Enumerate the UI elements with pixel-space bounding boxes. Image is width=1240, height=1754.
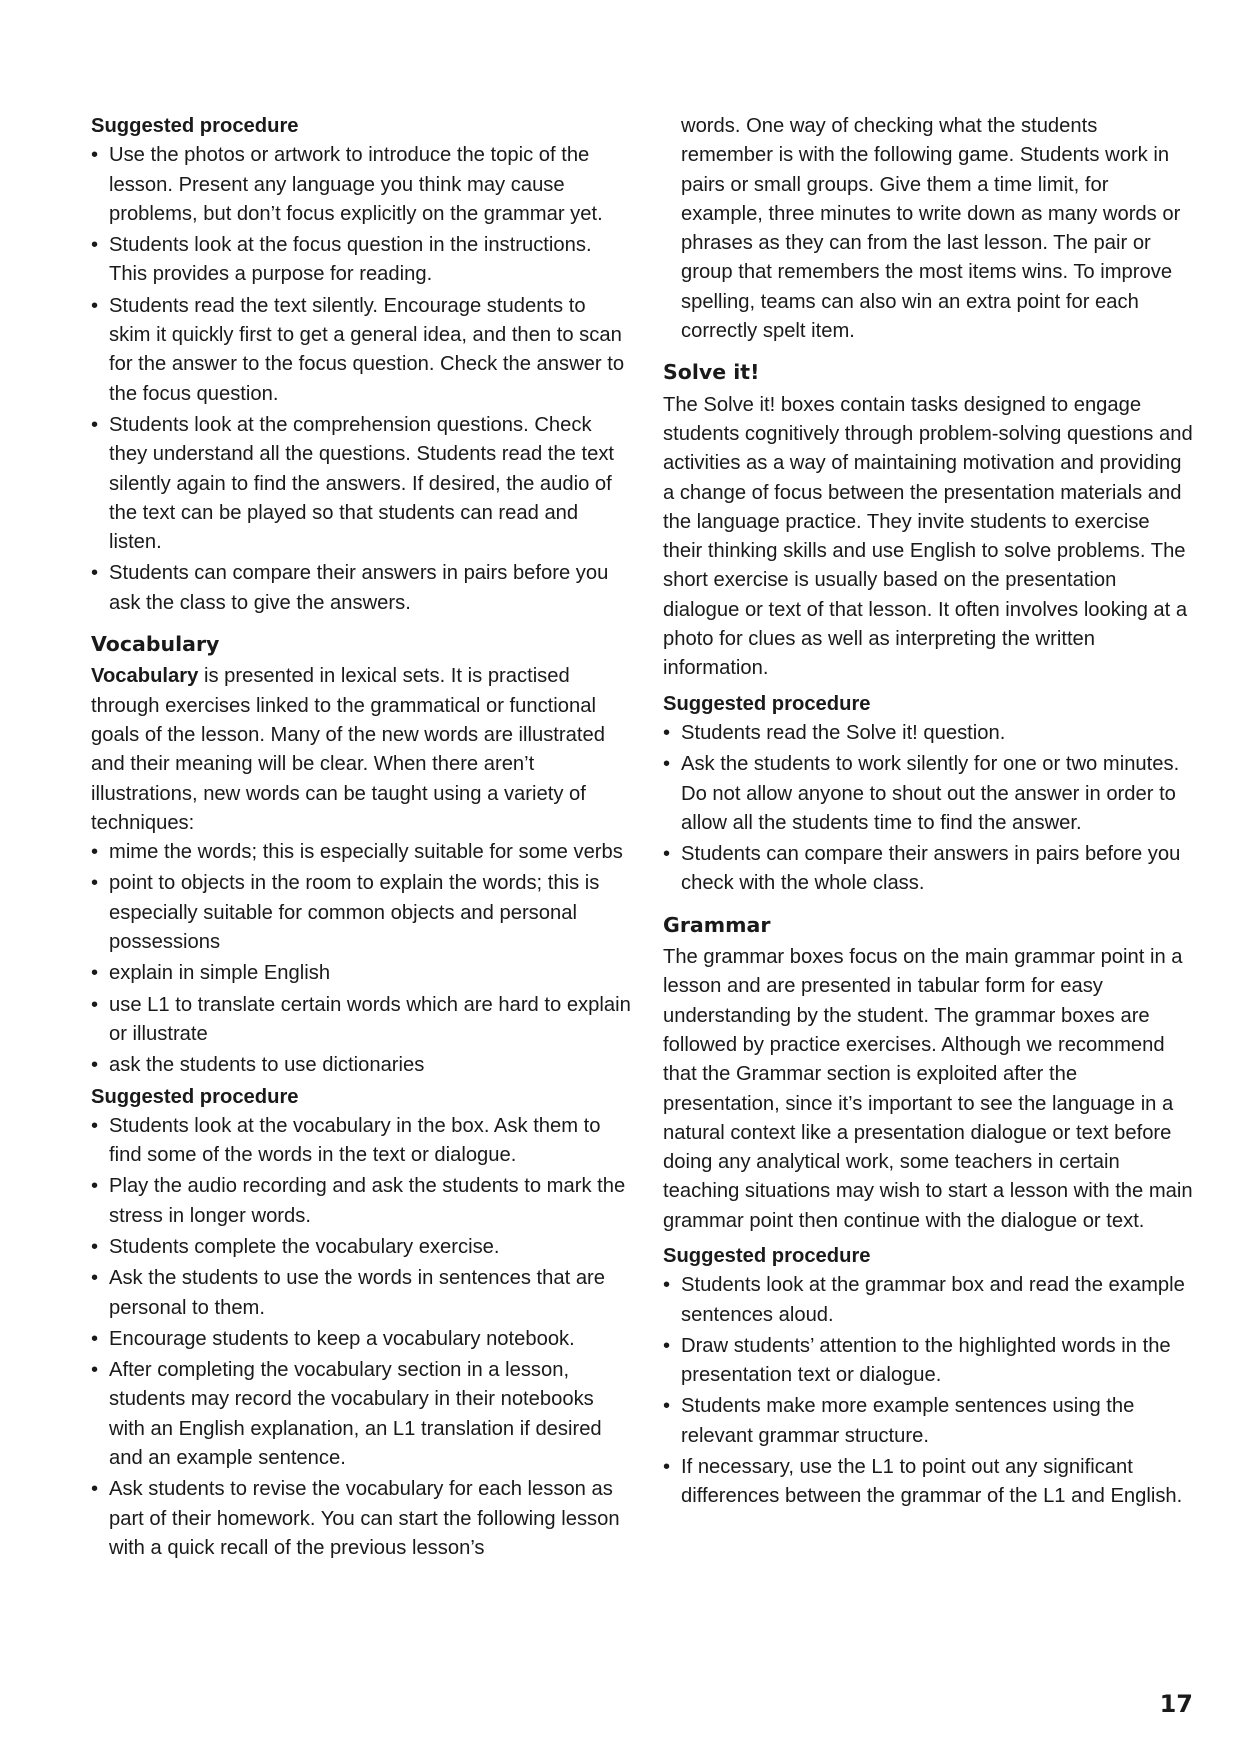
list-item: • ask the students to use dictionaries (91, 1051, 631, 1080)
list-item: • Play the audio recording and ask the students to mark the stress in longer words. (91, 1172, 631, 1231)
list-item: • Students can compare their answers in pairs before you ask the class to give the answers. (91, 559, 631, 618)
vocab-procedure-subhead: Suggested procedure (91, 1085, 299, 1108)
list-item: • Students make more example sentences using the relevant grammar structure. (663, 1392, 1193, 1451)
vocabulary-text: is presented in lexical sets. It is practised through exercises linked to the grammatical or functional goals of the lesson. Many of the new words are illustrated and their meaning will be clear. When there aren’t illustrations, new words can be taught using a variety of techniques: (91, 665, 605, 834)
bullet-glyph: • (91, 872, 99, 895)
reading-procedure-list (91, 141, 631, 618)
solve-it-paragraph: The Solve it! boxes contain tasks designed to engage students cognitively through problem-solving questions and activities as a way of maintaining motivation and providing a change of focus between the presentation materials and the language practice. They invite students to exercise their thinking skills and use English to solve problems. The short exercise is usually based on the presentation dialogue or text of that lesson. It often involves looking at a photo for clues as well as interpreting the written information. (663, 393, 1193, 680)
continuation-paragraph: words. One way of checking what the students remember is with the following game. Students work in pairs or small groups. Give them a time limit, for example, three minutes to write down as many words or phrases as they can from the last lesson. The pair or group that remembers the most items wins. To improve spelling, teams can also win an extra point for each correctly spelt item. (681, 115, 1181, 343)
bullet-glyph: • (91, 413, 99, 436)
bullet-glyph: • (91, 1359, 99, 1382)
bullet-glyph: • (91, 993, 99, 1016)
list-item: • mime the words; this is especially suitable for some verbs (91, 838, 631, 867)
list-item: • explain in simple English (91, 959, 631, 988)
list-item: • Ask students to revise the vocabulary for each lesson as part of their homework. You can start the following lesson with a quick recall of the previous lesson’s (91, 1475, 631, 1563)
list-item: • point to objects in the room to explain the words; this is especially suitable for common objects and personal possessions (91, 869, 631, 957)
grammar-procedure-subhead: Suggested procedure (663, 1244, 871, 1267)
bullet-glyph: • (91, 294, 99, 317)
list-item: • Ask the students to work silently for one or two minutes. Do not allow anyone to shout out the answer in order to allow all the students time to find the answer. (663, 750, 1193, 838)
bullet-glyph: • (663, 1456, 671, 1479)
list-item: • Students look at the focus question in the instructions. This provides a purpose for reading. (91, 231, 631, 290)
list-item: • Use the photos or artwork to introduce the topic of the lesson. Present any language you think may cause problems, but don’t focus explicitly on the grammar yet. (91, 141, 631, 229)
bullet-glyph: • (91, 1235, 99, 1258)
bullet-glyph: • (91, 962, 99, 985)
list-item: • Students can compare their answers in pairs before you check with the whole class. (663, 840, 1193, 899)
vocabulary-paragraph (91, 662, 631, 838)
technique-list (91, 838, 631, 1080)
list-item: • After completing the vocabulary section in a lesson, students may record the vocabulary in their notebooks with an English explanation, an L1 translation if desired and an example sentence. (91, 1356, 631, 1473)
list-item: • Students complete the vocabulary exercise. (91, 1233, 631, 1262)
bullet-glyph: • (91, 1175, 99, 1198)
bullet-glyph: • (91, 1478, 99, 1501)
vocabulary-bold-lead: Vocabulary (91, 665, 199, 688)
right-column (663, 112, 1193, 1514)
list-item: • use L1 to translate certain words which are hard to explain or illustrate (91, 991, 631, 1050)
list-item: • Encourage students to keep a vocabulary notebook. (91, 1325, 631, 1354)
solve-procedure-list (663, 719, 1193, 899)
vocabulary-heading: Vocabulary (91, 632, 220, 657)
bullet-glyph: • (663, 1334, 671, 1357)
list-item: • Draw students’ attention to the highlighted words in the presentation text or dialogue. (663, 1332, 1193, 1391)
bullet-glyph: • (91, 1114, 99, 1137)
list-item: • Students read the text silently. Encourage students to skim it quickly first to get a general idea, and then to scan for the answer to the focus question. Check the answer to the focus question. (91, 292, 631, 409)
solve-it-heading: Solve it! (663, 360, 760, 385)
bullet-glyph: • (663, 753, 671, 776)
list-item: • Students look at the grammar box and read the example sentences aloud. (663, 1271, 1193, 1330)
list-item: • Students look at the vocabulary in the box. Ask them to find some of the words in the text or dialogue. (91, 1112, 631, 1171)
list-item: • Ask the students to use the words in sentences that are personal to them. (91, 1264, 631, 1323)
bullet-glyph: • (663, 843, 671, 866)
bullet-glyph: • (663, 1274, 671, 1297)
list-item: • If necessary, use the L1 to point out any significant differences between the grammar of the L1 and English. (663, 1453, 1193, 1512)
bullet-glyph: • (663, 721, 671, 744)
bullet-glyph: • (91, 1054, 99, 1077)
grammar-paragraph: The grammar boxes focus on the main grammar point in a lesson and are presented in tabular form for easy understanding by the student. The grammar boxes are followed by practice exercises. Although we recommend that the Grammar section is exploited after the presentation, since it’s important to see the language in a natural context like a presentation dialogue or text before doing any analytical work, some teachers in certain teaching situations may wish to start a lesson with the main grammar point then continue with the dialogue or text. (663, 946, 1193, 1232)
bullet-glyph: • (91, 144, 99, 167)
solve-procedure-subhead: Suggested procedure (663, 692, 871, 715)
reading-procedure-subhead: Suggested procedure (91, 115, 299, 137)
page-number: 17 (1159, 1690, 1193, 1718)
bullet-glyph: • (91, 562, 99, 585)
bullet-glyph: • (91, 1327, 99, 1350)
bullet-glyph: • (91, 1267, 99, 1290)
list-item: • Students look at the comprehension questions. Check they understand all the questions. Students read the text silently again to find the answers. If desired, the audio of the text can be played so that students can read and listen. (91, 411, 631, 557)
vocab-procedure-list (91, 1112, 631, 1563)
bullet-glyph: • (663, 1395, 671, 1418)
bullet-glyph: • (91, 234, 99, 257)
bullet-glyph: • (91, 841, 99, 864)
left-column (91, 112, 631, 1565)
list-item: • Students read the Solve it! question. (663, 719, 1193, 748)
grammar-procedure-list (663, 1271, 1193, 1511)
grammar-heading: Grammar (663, 912, 771, 937)
